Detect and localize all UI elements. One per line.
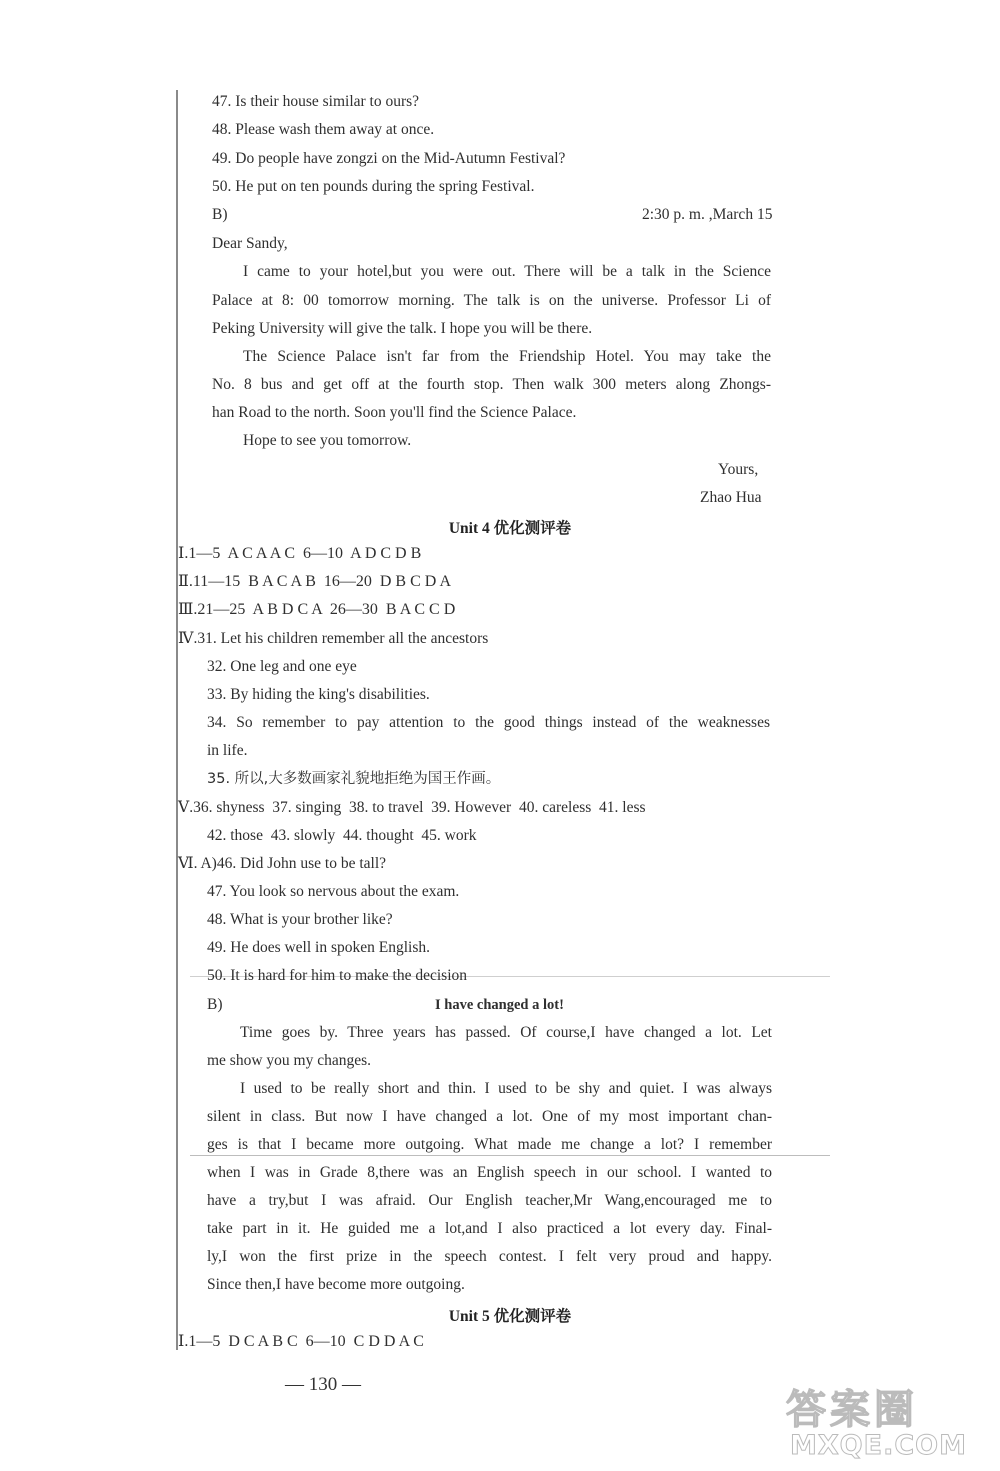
essay-line: me show you my changes. xyxy=(207,1052,372,1069)
unit4-part2-answers: Ⅱ.11—15 B A C A B 16—20 D B C D A xyxy=(178,573,451,590)
unit5-part1-answers: Ⅰ.1—5 D C A B C 6—10 C D D A C xyxy=(178,1333,424,1350)
unit4-part4-line: in life. xyxy=(207,742,248,759)
unit4-part6-line: 50. It is hard for him to make the decision xyxy=(207,967,467,984)
note-paragraph-line: Hope to see you tomorrow. xyxy=(243,432,412,449)
unit4-part6-line: Ⅵ. A)46. Did John use to be tall? xyxy=(178,855,387,872)
left-margin-rule xyxy=(176,90,178,1350)
unit4-part6-line: 49. He does well in spoken English. xyxy=(207,939,431,956)
essay-line: take part in it. He guided me a lot,and I also practiced a lot every day. Final- xyxy=(207,1220,772,1237)
essay-line: when I was in Grade 8,there was an English speech in our school. I wanted to xyxy=(207,1164,772,1181)
note-salutation: Dear Sandy, xyxy=(212,235,288,252)
note-paragraph-line: The Science Palace isn't far from the Friendship Hotel. You may take the xyxy=(243,348,771,365)
note-paragraph-line: I came to your hotel,but you were out. There will be a talk in the Science xyxy=(243,263,771,280)
unit4-part1-answers: Ⅰ.1—5 A C A A C 6—10 A D C D B xyxy=(178,545,422,562)
essay-line: silent in class. But now I have changed a lot. One of my most important chan- xyxy=(207,1108,772,1125)
part-b-label: B) xyxy=(212,206,228,223)
unit4-part6-line: 48. What is your brother like? xyxy=(207,911,393,928)
answer-line-48: 48. Please wash them away at once. xyxy=(212,121,435,138)
answer-line-47: 47. Is their house similar to ours? xyxy=(212,93,420,110)
note-signature: Zhao Hua xyxy=(700,489,762,506)
note-paragraph-line: No. 8 bus and get off at the fourth stop. Then walk 300 meters along Zhongs- xyxy=(212,376,771,393)
essay-line: have a try,but I was afraid. Our English teacher,Mr Wang,encouraged me to xyxy=(207,1192,772,1209)
note-paragraph-line: han Road to the north. Soon you'll find the Science Palace. xyxy=(212,404,577,421)
watermark-logo: 答案圈 xyxy=(786,1387,918,1433)
watermark-url: MXQE.COM xyxy=(790,1430,967,1461)
scan-fold-line xyxy=(190,1155,830,1156)
note-paragraph-line: Peking University will give the talk. I hope you will be there. xyxy=(212,320,593,337)
essay-line: I used to be really short and thin. I used to be shy and quiet. I was always xyxy=(240,1080,772,1097)
unit4-part4-line: 34. So remember to pay attention to the good things instead of the weaknesses xyxy=(207,714,770,731)
unit4-part6-b-label: B) xyxy=(207,996,223,1013)
answer-line-50: 50. He put on ten pounds during the spring Festival. xyxy=(212,178,535,195)
page-number: — 130 — xyxy=(285,1374,361,1395)
essay-line: ly,I won the first prize in the speech contest. I felt very proud and happy. xyxy=(207,1248,772,1265)
unit4-part4-line: 32. One leg and one eye xyxy=(207,658,357,675)
unit4-part4-line: 33. By hiding the king's disabilities. xyxy=(207,686,430,703)
unit4-part5-line: Ⅴ.36. shyness 37. singing 38. to travel 39. However 40. careless 41. less xyxy=(178,799,646,816)
unit4-part3-answers: Ⅲ.21—25 A B D C A 26—30 B A C C D xyxy=(178,601,456,618)
unit5-heading-prefix: Unit 5 xyxy=(448,1308,494,1325)
unit4-part5-line: 42. those 43. slowly 44. thought 45. work xyxy=(207,827,477,844)
unit4-heading xyxy=(190,516,830,538)
unit5-heading-cjk: 优化测评卷 xyxy=(493,1307,572,1325)
unit5-heading xyxy=(190,1304,830,1326)
essay-line: Time goes by. Three years has passed. Of course,I have changed a lot. Let xyxy=(240,1024,772,1041)
unit4-part4-translation: 35. 所以,大多数画家礼貌地拒绝为国王作画。 xyxy=(207,771,501,787)
unit4-heading-cjk: 优化测评卷 xyxy=(493,519,572,537)
site-watermark xyxy=(786,1378,986,1468)
note-time: 2:30 p. m. ,March 15 xyxy=(642,206,773,223)
note-paragraph-line: Palace at 8: 00 tomorrow morning. The talk is on the universe. Professor Li of xyxy=(212,292,771,309)
unit4-heading-prefix: Unit 4 xyxy=(448,520,494,537)
essay-line: Since then,I have become more outgoing. xyxy=(207,1276,465,1293)
essay-line: ges is that I became more outgoing. What made me change a lot? I remember xyxy=(207,1136,772,1153)
note-closing: Yours, xyxy=(718,461,759,478)
answer-line-49: 49. Do people have zongzi on the Mid-Autumn Festival? xyxy=(212,150,566,167)
essay-title: I have changed a lot! xyxy=(435,997,564,1013)
unit4-part4-line: Ⅳ.31. Let his children remember all the ancestors xyxy=(178,630,489,647)
unit4-part6-line: 47. You look so nervous about the exam. xyxy=(207,883,460,900)
